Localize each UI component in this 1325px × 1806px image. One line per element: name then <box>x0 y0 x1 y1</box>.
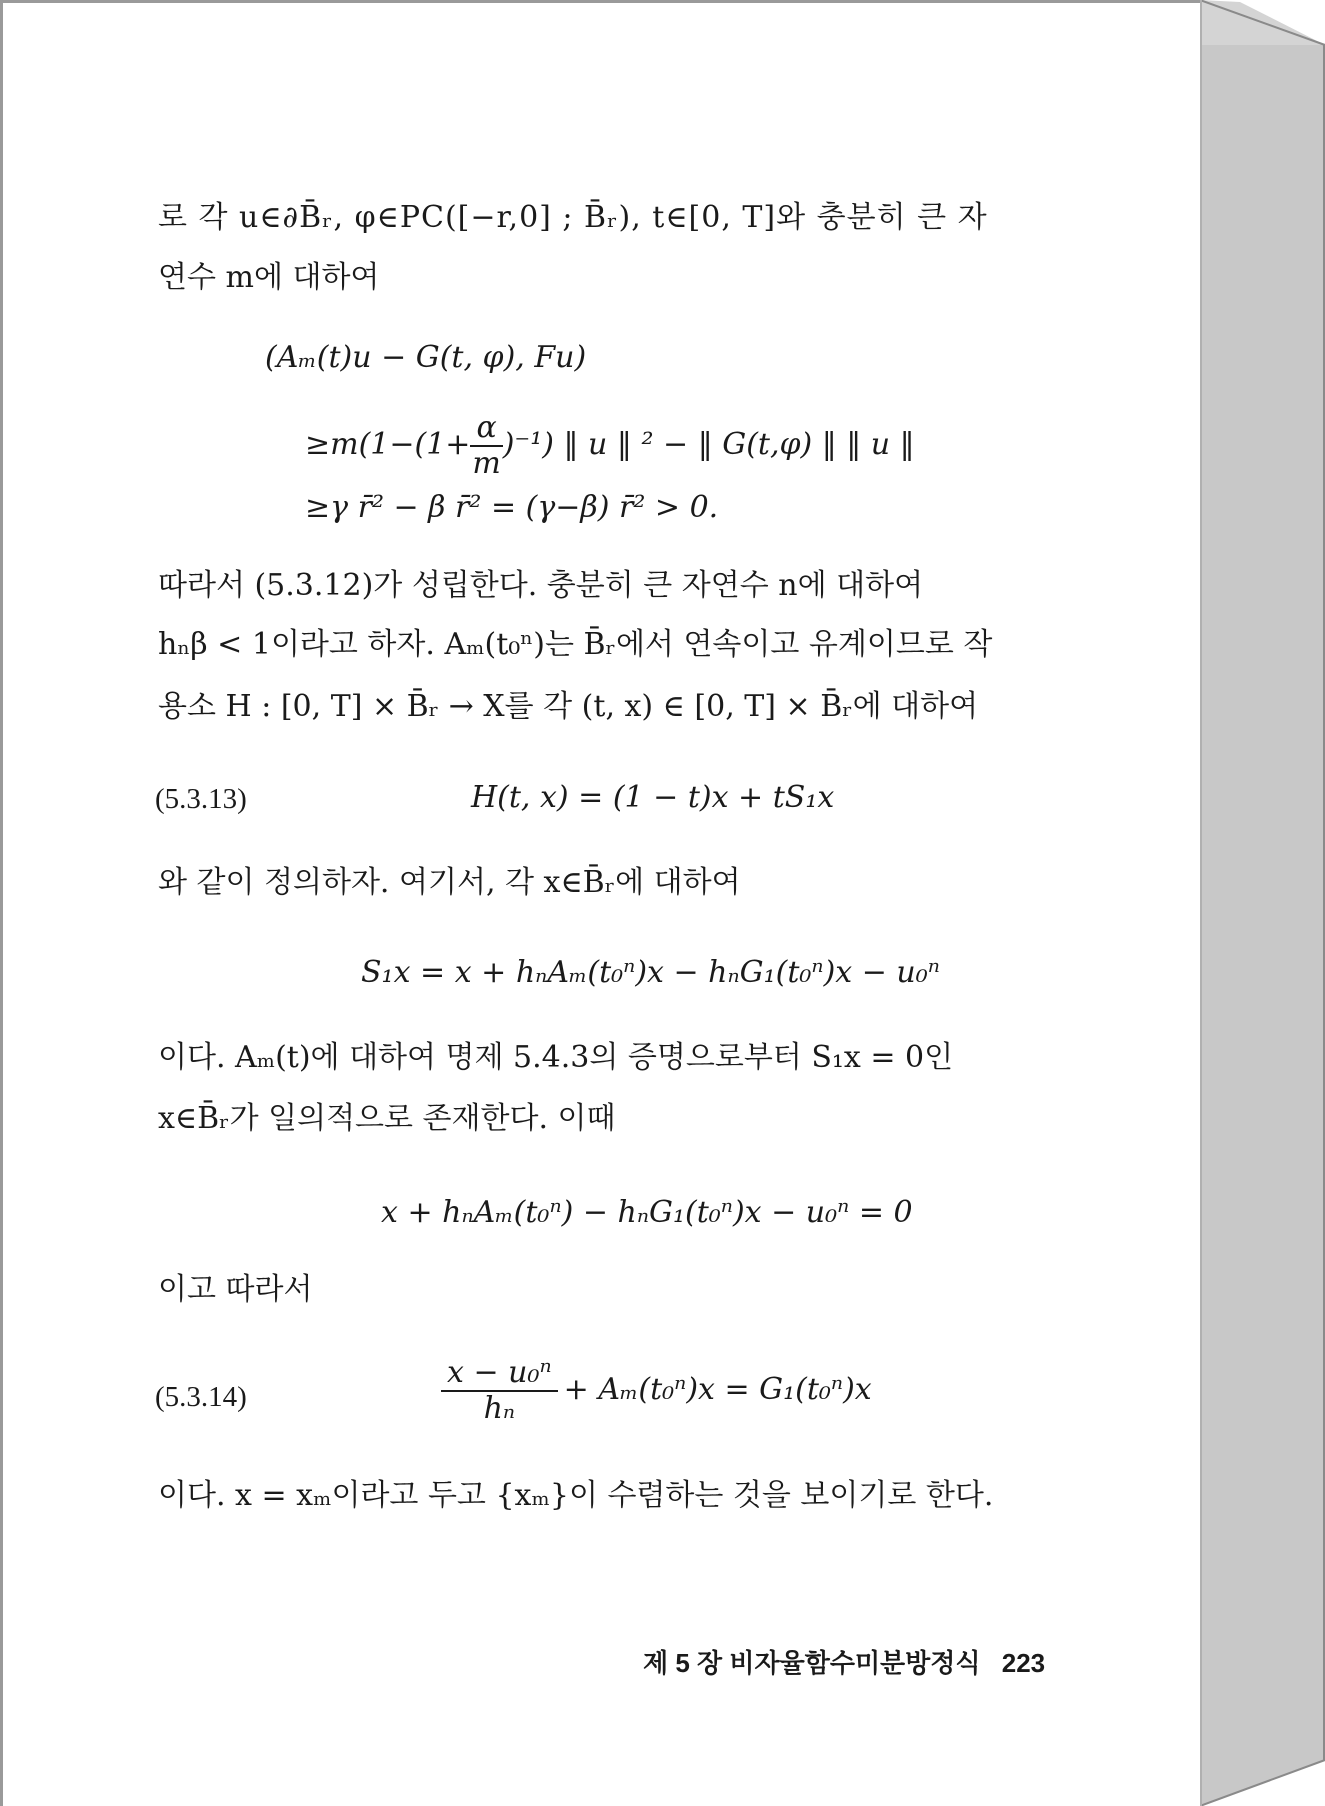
text-line-2: 연수 m에 대하여 <box>158 260 380 295</box>
equation-5-3-13: H(t, x) = (1 − t)x + tS₁x <box>471 780 835 815</box>
equation-5-3-14-fraction <box>441 1355 558 1426</box>
fraction-denominator: m <box>472 446 501 481</box>
text-line-4: hₙβ < 1이라고 하자. Aₘ(t₀ⁿ)는 B̄ᵣ에서 연속이고 유계이므로 작 <box>158 627 993 662</box>
equation-2-right: )⁻¹) ‖ u ‖ ² − ‖ G(t,φ) ‖ ‖ u ‖ <box>502 427 915 462</box>
page-number: 223 <box>1001 1648 1046 1678</box>
equation-3: ≥γ r̄² − β r̄² = (γ−β) r̄² > 0. <box>305 490 719 525</box>
equation-number-5-3-14: (5.3.14) <box>155 1381 247 1413</box>
equation-2-fraction <box>470 410 502 481</box>
text-line-9: 이고 따라서 <box>158 1272 313 1307</box>
text-line-10: 이다. x = xₘ이라고 두고 {xₘ}이 수렴하는 것을 보이기로 한다. <box>158 1478 994 1513</box>
text-line-6: 와 같이 정의하자. 여기서, 각 x∈B̄ᵣ에 대하여 <box>158 865 741 900</box>
text-line-1: 로 각 u∈∂B̄ᵣ, φ∈PC([−r,0] ; B̄ᵣ), t∈[0, T]와 충분히 큰 자 <box>158 200 988 235</box>
text-line-3: 따라서 (5.3.12)가 성립한다. 충분히 큰 자연수 n에 대하여 <box>158 568 924 603</box>
text-line-5: 용소 H : [0, T] × B̄ᵣ → X를 각 (t, x) ∈ [0, T] × B̄ᵣ에 대하여 <box>158 689 979 724</box>
chapter-title: 제 5 장 비자율함수미분방정식 <box>643 1648 981 1678</box>
book-spine <box>1200 0 1325 1806</box>
fraction-numerator: α <box>470 413 502 447</box>
equation-number-5-3-13: (5.3.13) <box>155 783 247 815</box>
equation-s1: S₁x = x + hₙAₘ(t₀ⁿ)x − hₙG₁(t₀ⁿ)x − u₀ⁿ <box>361 955 940 990</box>
text-line-8: x∈B̄ᵣ가 일의적으로 존재한다. 이때 <box>158 1101 616 1136</box>
equation-5-3-14 <box>441 1355 872 1426</box>
running-footer <box>643 1643 1045 1680</box>
text-line-7: 이다. Aₘ(t)에 대하여 명제 5.4.3의 증명으로부터 S₁x = 0인 <box>158 1040 954 1075</box>
equation-5-3-14-rest: + Aₘ(t₀ⁿ)x = G₁(t₀ⁿ)x <box>563 1372 872 1407</box>
equation-2-left: ≥m(1−(1+ <box>305 427 471 462</box>
fraction-denominator: hₙ <box>483 1391 516 1426</box>
equation-zero: x + hₙAₘ(t₀ⁿ) − hₙG₁(t₀ⁿ)x − u₀ⁿ = 0 <box>381 1195 913 1230</box>
equation-1: (Aₘ(t)u − G(t, φ), Fu) <box>265 340 587 375</box>
equation-2 <box>305 410 915 481</box>
fraction-numerator: x − u₀ⁿ <box>441 1358 558 1392</box>
